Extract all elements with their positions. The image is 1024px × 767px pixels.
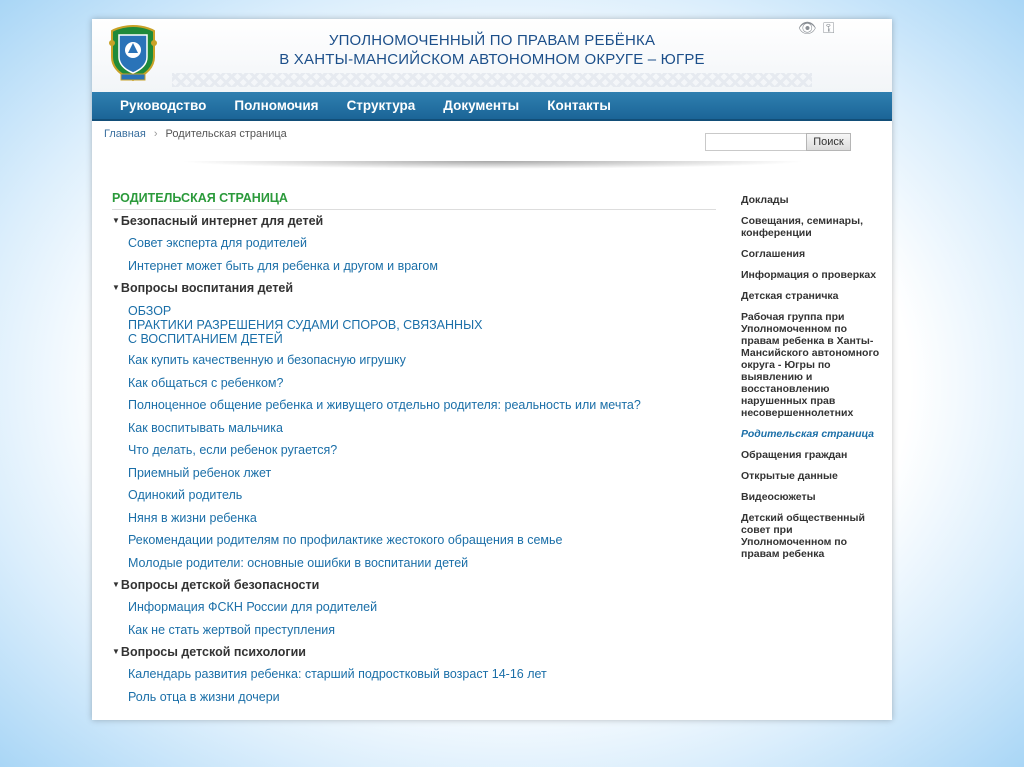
nav-item-dokumenty[interactable]: Документы <box>443 98 520 113</box>
sidebar-item-videosyuzhety[interactable]: Видеосюжеты <box>741 491 816 503</box>
nav-item-rukovodstvo[interactable]: Руководство <box>120 98 207 113</box>
sidebar-menu <box>741 194 881 569</box>
article-link[interactable]: Календарь развития ребенка: старший подростковый возраст 14-16 лет <box>128 667 547 681</box>
collapse-triangle-icon[interactable]: ▼ <box>112 647 120 656</box>
list-item <box>128 255 716 278</box>
collapse-triangle-icon[interactable]: ▼ <box>112 283 120 292</box>
list-item <box>128 596 716 619</box>
article-link[interactable]: Как воспитывать мальчика <box>128 420 283 435</box>
section-title[interactable] <box>112 574 716 596</box>
section-links <box>112 663 716 708</box>
article-link[interactable]: Совет эксперта для родителей <box>128 236 307 250</box>
nav-item-kontakty[interactable]: Контакты <box>547 98 611 113</box>
article-link[interactable]: Как купить качественную и безопасную игрушку <box>128 353 406 367</box>
nav-item-struktura[interactable]: Структура <box>346 98 416 113</box>
section-title-text: Вопросы воспитания детей <box>120 281 294 295</box>
section-links <box>112 232 716 277</box>
header-ornament <box>172 73 812 87</box>
section-title[interactable] <box>112 641 716 663</box>
article-link[interactable]: Няня в жизни ребенка <box>128 510 257 525</box>
coat-of-arms-icon[interactable] <box>106 23 160 83</box>
site-title-line1: УПОЛНОМОЧЕННЫЙ ПО ПРАВАМ РЕБЁНКА <box>328 32 656 49</box>
list-item <box>128 394 716 417</box>
article-link[interactable]: Информация ФСКН России для родителей <box>128 600 378 614</box>
article-link[interactable]: ОБЗОР ПРАКТИКИ РАЗРЕШЕНИЯ СУДАМИ СПОРОВ, СВЯЗАННЫХ С ВОСПИТАНИЕМ ДЕТЕЙ <box>128 304 483 346</box>
list-item <box>128 462 716 485</box>
list-item <box>128 619 716 642</box>
header-icons <box>798 21 834 37</box>
list-item <box>128 417 716 440</box>
site-title-line2: В ХАНТЫ-МАНСИЙСКОМ АВТОНОМНОМ ОКРУГЕ – ЮГРЕ <box>279 51 705 68</box>
sidebar-item-detskaya[interactable]: Детская страничка <box>741 290 839 302</box>
list-item <box>128 686 716 709</box>
main-content <box>112 191 716 708</box>
article-link[interactable]: Что делать, если ребенок ругается? <box>128 443 338 457</box>
list-item <box>128 529 716 552</box>
article-link[interactable]: Как не стать жертвой преступления <box>128 622 336 637</box>
sidebar-item-soveshchaniya[interactable]: Совещания, семинары, конференции <box>741 215 863 239</box>
section-psychology <box>112 641 716 708</box>
article-link[interactable]: Интернет может быть для ребенка и другом и врагом <box>128 258 438 273</box>
sidebar-item-otkrytye-dannye[interactable]: Открытые данные <box>741 470 838 482</box>
nav-item-polnomochiya[interactable]: Полномочия <box>234 98 319 113</box>
article-link[interactable]: Приемный ребенок лжет <box>128 465 272 480</box>
list-item <box>128 232 716 255</box>
collapse-triangle-icon[interactable]: ▼ <box>112 580 120 589</box>
search-button[interactable]: Поиск <box>806 133 851 151</box>
collapse-triangle-icon[interactable]: ▼ <box>112 216 120 225</box>
section-title-text: Вопросы детской психологии <box>120 645 306 659</box>
sidebar-item-roditelskaya[interactable]: Родительская страница <box>741 428 875 440</box>
list-item <box>128 372 716 395</box>
list-item <box>128 507 716 530</box>
section-internet <box>112 210 716 277</box>
page-title: РОДИТЕЛЬСКАЯ СТРАНИЦА <box>112 191 716 210</box>
article-link[interactable]: Одинокий родитель <box>128 488 243 502</box>
article-link[interactable]: Как общаться с ребенком? <box>128 375 284 390</box>
article-link[interactable]: Рекомендации родителям по профилактике жестокого обращения в семье <box>128 533 563 547</box>
section-title[interactable] <box>112 210 716 232</box>
section-title-text: Безопасный интернет для детей <box>120 214 324 228</box>
sidebar-item-rabochaya-gruppa[interactable]: Рабочая группа при Уполномоченном по правам ребенка в Ханты-Мансийского автономного округа - Югры по выявлению и восстановлению нарушенных прав несовершеннолетних <box>741 311 880 419</box>
sidebar-item-detskiy-sovet[interactable]: Детский общественный совет при Уполномоченном по правам ребенка <box>741 512 865 560</box>
site-page <box>92 19 892 720</box>
search-input[interactable] <box>705 133 807 151</box>
sidebar-item-proverki[interactable]: Информация о проверках <box>741 269 877 281</box>
breadcrumb-home[interactable]: Главная <box>104 128 146 140</box>
section-upbringing <box>112 277 716 574</box>
section-links <box>112 299 716 574</box>
list-item <box>128 663 716 686</box>
breadcrumb <box>104 128 287 140</box>
article-link[interactable]: Полноценное общение ребенка и живущего отдельно родителя: реальность или мечта? <box>128 398 641 412</box>
list-item <box>128 349 716 372</box>
section-title[interactable] <box>112 277 716 299</box>
sidebar-item-obrashcheniya[interactable]: Обращения граждан <box>741 449 848 461</box>
breadcrumb-current: Родительская страница <box>165 128 287 140</box>
breadcrumb-separator: › <box>153 128 158 140</box>
section-title-text: Вопросы детской безопасности <box>120 578 320 592</box>
section-safety <box>112 574 716 641</box>
list-item <box>128 439 716 462</box>
site-header <box>92 19 892 92</box>
list-item <box>128 299 716 349</box>
list-item <box>128 484 716 507</box>
site-title <box>262 31 722 69</box>
main-nav <box>92 92 892 121</box>
key-icon[interactable]: ⚿ <box>823 20 835 37</box>
article-link[interactable]: Роль отца в жизни дочери <box>128 689 280 704</box>
sidebar-item-doklady[interactable]: Доклады <box>741 194 789 206</box>
article-link[interactable]: Молодые родители: основные ошибки в воспитании детей <box>128 555 469 570</box>
eye-icon[interactable]: 👁 <box>798 20 818 37</box>
header-divider <box>178 161 808 169</box>
section-links <box>112 596 716 641</box>
sidebar-item-soglasheniya[interactable]: Соглашения <box>741 248 806 260</box>
list-item <box>128 552 716 575</box>
